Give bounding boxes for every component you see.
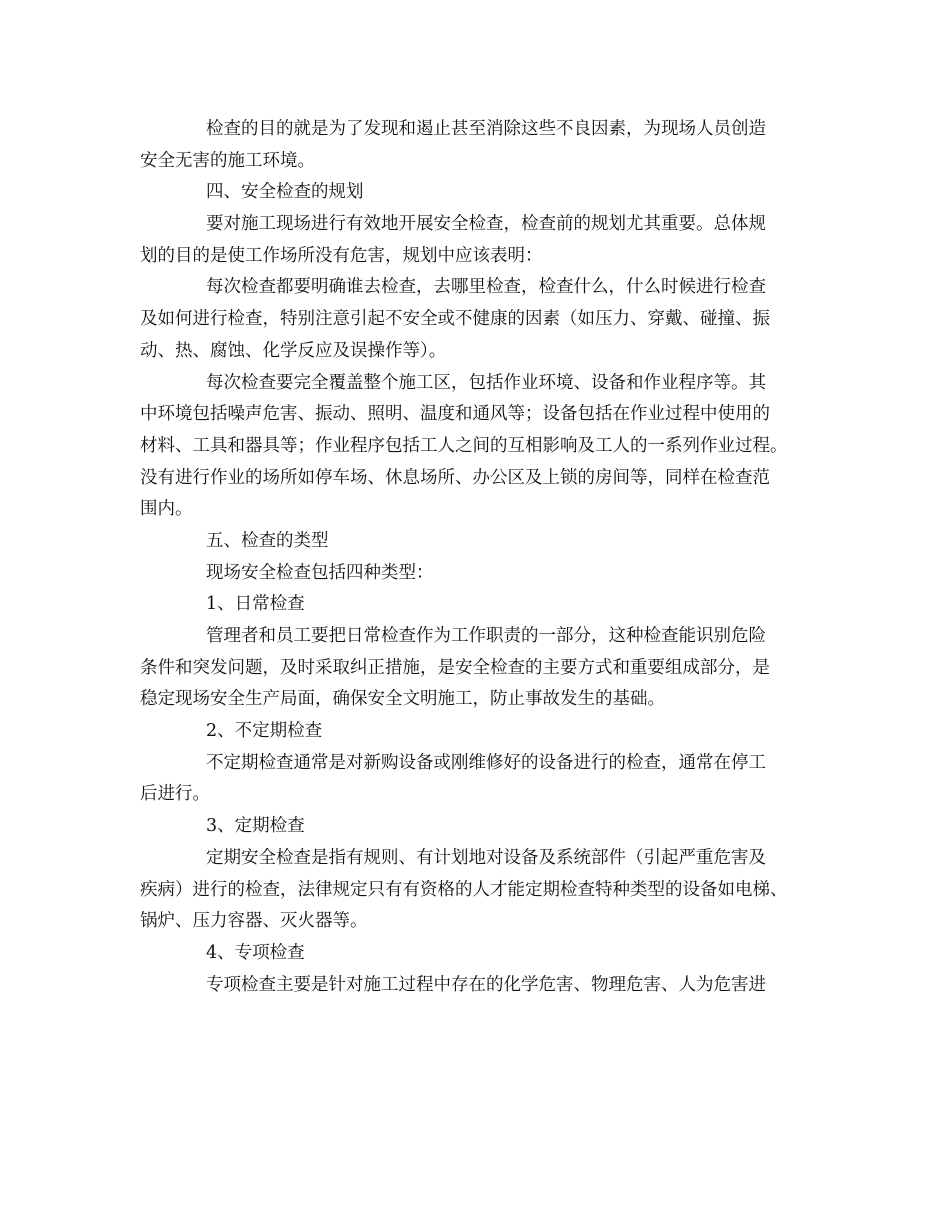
text-line: 管理者和员工要把日常检查作为工作职责的一部分，这种检查能识别危险 xyxy=(206,626,766,646)
section-heading: 四、安全检查的规划 xyxy=(206,182,364,203)
document-body xyxy=(140,114,820,1001)
text-line: 专项检查主要是针对施工过程中存在的化学危害、物理危害、人为危害进 xyxy=(206,974,766,995)
subsection-heading: 3、定期检查 xyxy=(206,816,305,837)
text-line: 及如何进行检查，特别注意引起不安全或不健康的因素（如压力、穿戴、碰撞、振 xyxy=(140,309,770,330)
subsection-heading: 4、专项检查 xyxy=(206,942,305,963)
text-line: 动、热、腐蚀、化学反应及误操作等）。 xyxy=(140,340,447,361)
text-line: 疾病）进行的检查，法律规定只有有资格的人才能定期检查特种类型的设备如电梯、 xyxy=(140,879,788,900)
text-line: 检查的目的就是为了发现和遏止甚至消除这些不良因素，为现场人员创造 xyxy=(206,119,766,139)
text-line: 定期安全检查是指有规则、有计划地对设备及系统部件（引起严重危害及 xyxy=(206,847,766,868)
text-line: 划的目的是使工作场所没有危害，规划中应该表明： xyxy=(140,245,543,266)
subsection-heading: 1、日常检查 xyxy=(206,594,305,615)
text-line: 没有进行作业的场所如停车场、休息场所、办公区及上锁的房间等，同样在检查范 xyxy=(140,467,770,488)
text-line: 条件和突发问题，及时采取纠正措施，是安全检查的主要方式和重要组成部分，是 xyxy=(140,657,770,678)
subsection-heading: 2、不定期检查 xyxy=(206,721,323,742)
text-line: 稳定现场安全生产局面，确保安全文明施工，防止事故发生的基础。 xyxy=(140,689,665,710)
text-line: 中环境包括噪声危害、振动、照明、温度和通风等；设备包括在作业过程中使用的 xyxy=(140,404,770,425)
text-line: 要对施工现场进行有效地开展安全检查，检查前的规划尤其重要。总体规 xyxy=(206,214,766,235)
text-line: 安全无害的施工环境。 xyxy=(140,150,315,171)
section-heading: 五、检查的类型 xyxy=(206,530,329,551)
text-line: 材料、工具和器具等；作业程序包括工人之间的互相影响及工人的一系列作业过程。 xyxy=(140,435,788,456)
text-line: 围内。 xyxy=(140,499,193,520)
text-line: 锅炉、压力容器、灭火器等。 xyxy=(140,911,368,932)
text-line: 每次检查都要明确谁去检查，去哪里检查，检查什么，什么时候进行检查 xyxy=(206,277,766,298)
text-line: 后进行。 xyxy=(140,784,210,805)
text-line: 每次检查要完全覆盖整个施工区，包括作业环境、设备和作业程序等。其 xyxy=(206,372,766,393)
text-line: 现场安全检查包括四种类型： xyxy=(206,562,434,583)
text-line: 不定期检查通常是对新购设备或刚维修好的设备进行的检查，通常在停工 xyxy=(206,752,766,773)
